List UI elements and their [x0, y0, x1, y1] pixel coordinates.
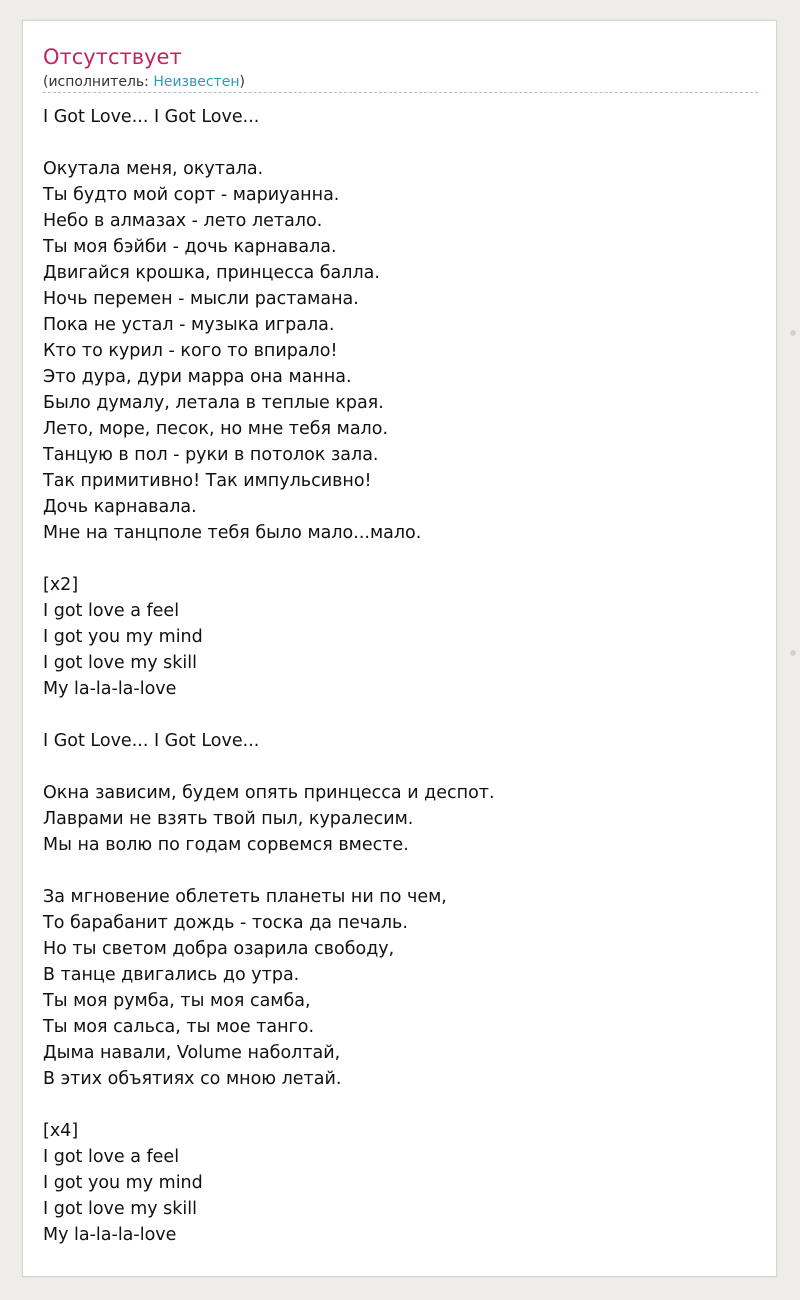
lyric-line: Окна зависим, будем опять принцесса и деспот.: [43, 783, 495, 803]
lyric-line: My la-la-la-love: [43, 1225, 177, 1245]
lyric-line: Ночь перемен - мысли растамана.: [43, 289, 359, 309]
artist-prefix: (исполнитель:: [43, 74, 154, 90]
lyric-line: Ты моя сальса, ты мое танго.: [43, 1017, 315, 1037]
lyric-blank-line: [43, 858, 758, 884]
lyric-line: Дочь карнавала.: [43, 497, 197, 517]
lyric-line: I got you my mind: [43, 627, 203, 647]
lyric-blank-line: [43, 130, 758, 156]
artist-line: [43, 73, 245, 91]
lyric-line: Мне на танцполе тебя было мало...мало.: [43, 523, 422, 543]
decorative-dot: [790, 330, 796, 336]
artist-link[interactable]: Неизвестен: [153, 74, 240, 90]
header-divider: [43, 92, 758, 93]
lyric-line: Окутала меня, окутала.: [43, 159, 264, 179]
lyric-line: Ты моя бэйби - дочь карнавала.: [43, 237, 337, 257]
lyric-line: Но ты светом добра озарила свободу,: [43, 939, 395, 959]
song-title: Отсутствует: [43, 45, 182, 69]
lyric-line: Кто то курил - кого то впирало!: [43, 341, 338, 361]
lyric-line: Ты моя румба, ты моя самба,: [43, 991, 311, 1011]
lyric-line: Ты будто мой сорт - мариуанна.: [43, 185, 340, 205]
lyric-line: Было думалу, летала в теплые края.: [43, 393, 384, 413]
decorative-dot: [790, 650, 796, 656]
lyric-line: Двигайся крошка, принцесса балла.: [43, 263, 380, 283]
lyric-line: Лаврами не взять твой пыл, куралесим.: [43, 809, 414, 829]
artist-suffix: ): [239, 74, 245, 90]
lyric-line: Так примитивно! Так импульсивно!: [43, 471, 372, 491]
lyric-line: Небо в алмазах - лето летало.: [43, 211, 323, 231]
lyric-line: Танцую в пол - руки в потолок зала.: [43, 445, 379, 465]
lyric-line: I Got Love... I Got Love...: [43, 731, 260, 751]
lyric-line: Лето, море, песок, но мне тебя мало.: [43, 419, 389, 439]
lyric-line: I got love a feel: [43, 1147, 180, 1167]
lyric-blank-line: [43, 1092, 758, 1118]
lyric-line: В танце двигались до утра.: [43, 965, 300, 985]
lyric-line: [x4]: [43, 1121, 79, 1141]
lyric-line: I got love my skill: [43, 653, 198, 673]
lyric-line: I Got Love... I Got Love...: [43, 107, 260, 127]
lyric-line: My la-la-la-love: [43, 679, 177, 699]
lyric-line: За мгновение облететь планеты ни по чем,: [43, 887, 447, 907]
lyric-line: Мы на волю по годам сорвемся вместе.: [43, 835, 409, 855]
lyric-line: В этих объятиях со мною летай.: [43, 1069, 342, 1089]
lyrics-card: [22, 20, 777, 1277]
lyric-line: Пока не устал - музыка играла.: [43, 315, 335, 335]
lyric-line: То барабанит дождь - тоска да печаль.: [43, 913, 408, 933]
lyric-line: Дыма навали, Volume наболтай,: [43, 1043, 341, 1063]
lyrics-text: [43, 104, 758, 1248]
lyric-blank-line: [43, 754, 758, 780]
lyric-line: [x2]: [43, 575, 79, 595]
lyric-line: Это дура, дури марра она манна.: [43, 367, 352, 387]
lyric-line: I got love a feel: [43, 601, 180, 621]
lyric-blank-line: [43, 702, 758, 728]
lyric-blank-line: [43, 546, 758, 572]
lyric-line: I got love my skill: [43, 1199, 198, 1219]
lyric-line: I got you my mind: [43, 1173, 203, 1193]
